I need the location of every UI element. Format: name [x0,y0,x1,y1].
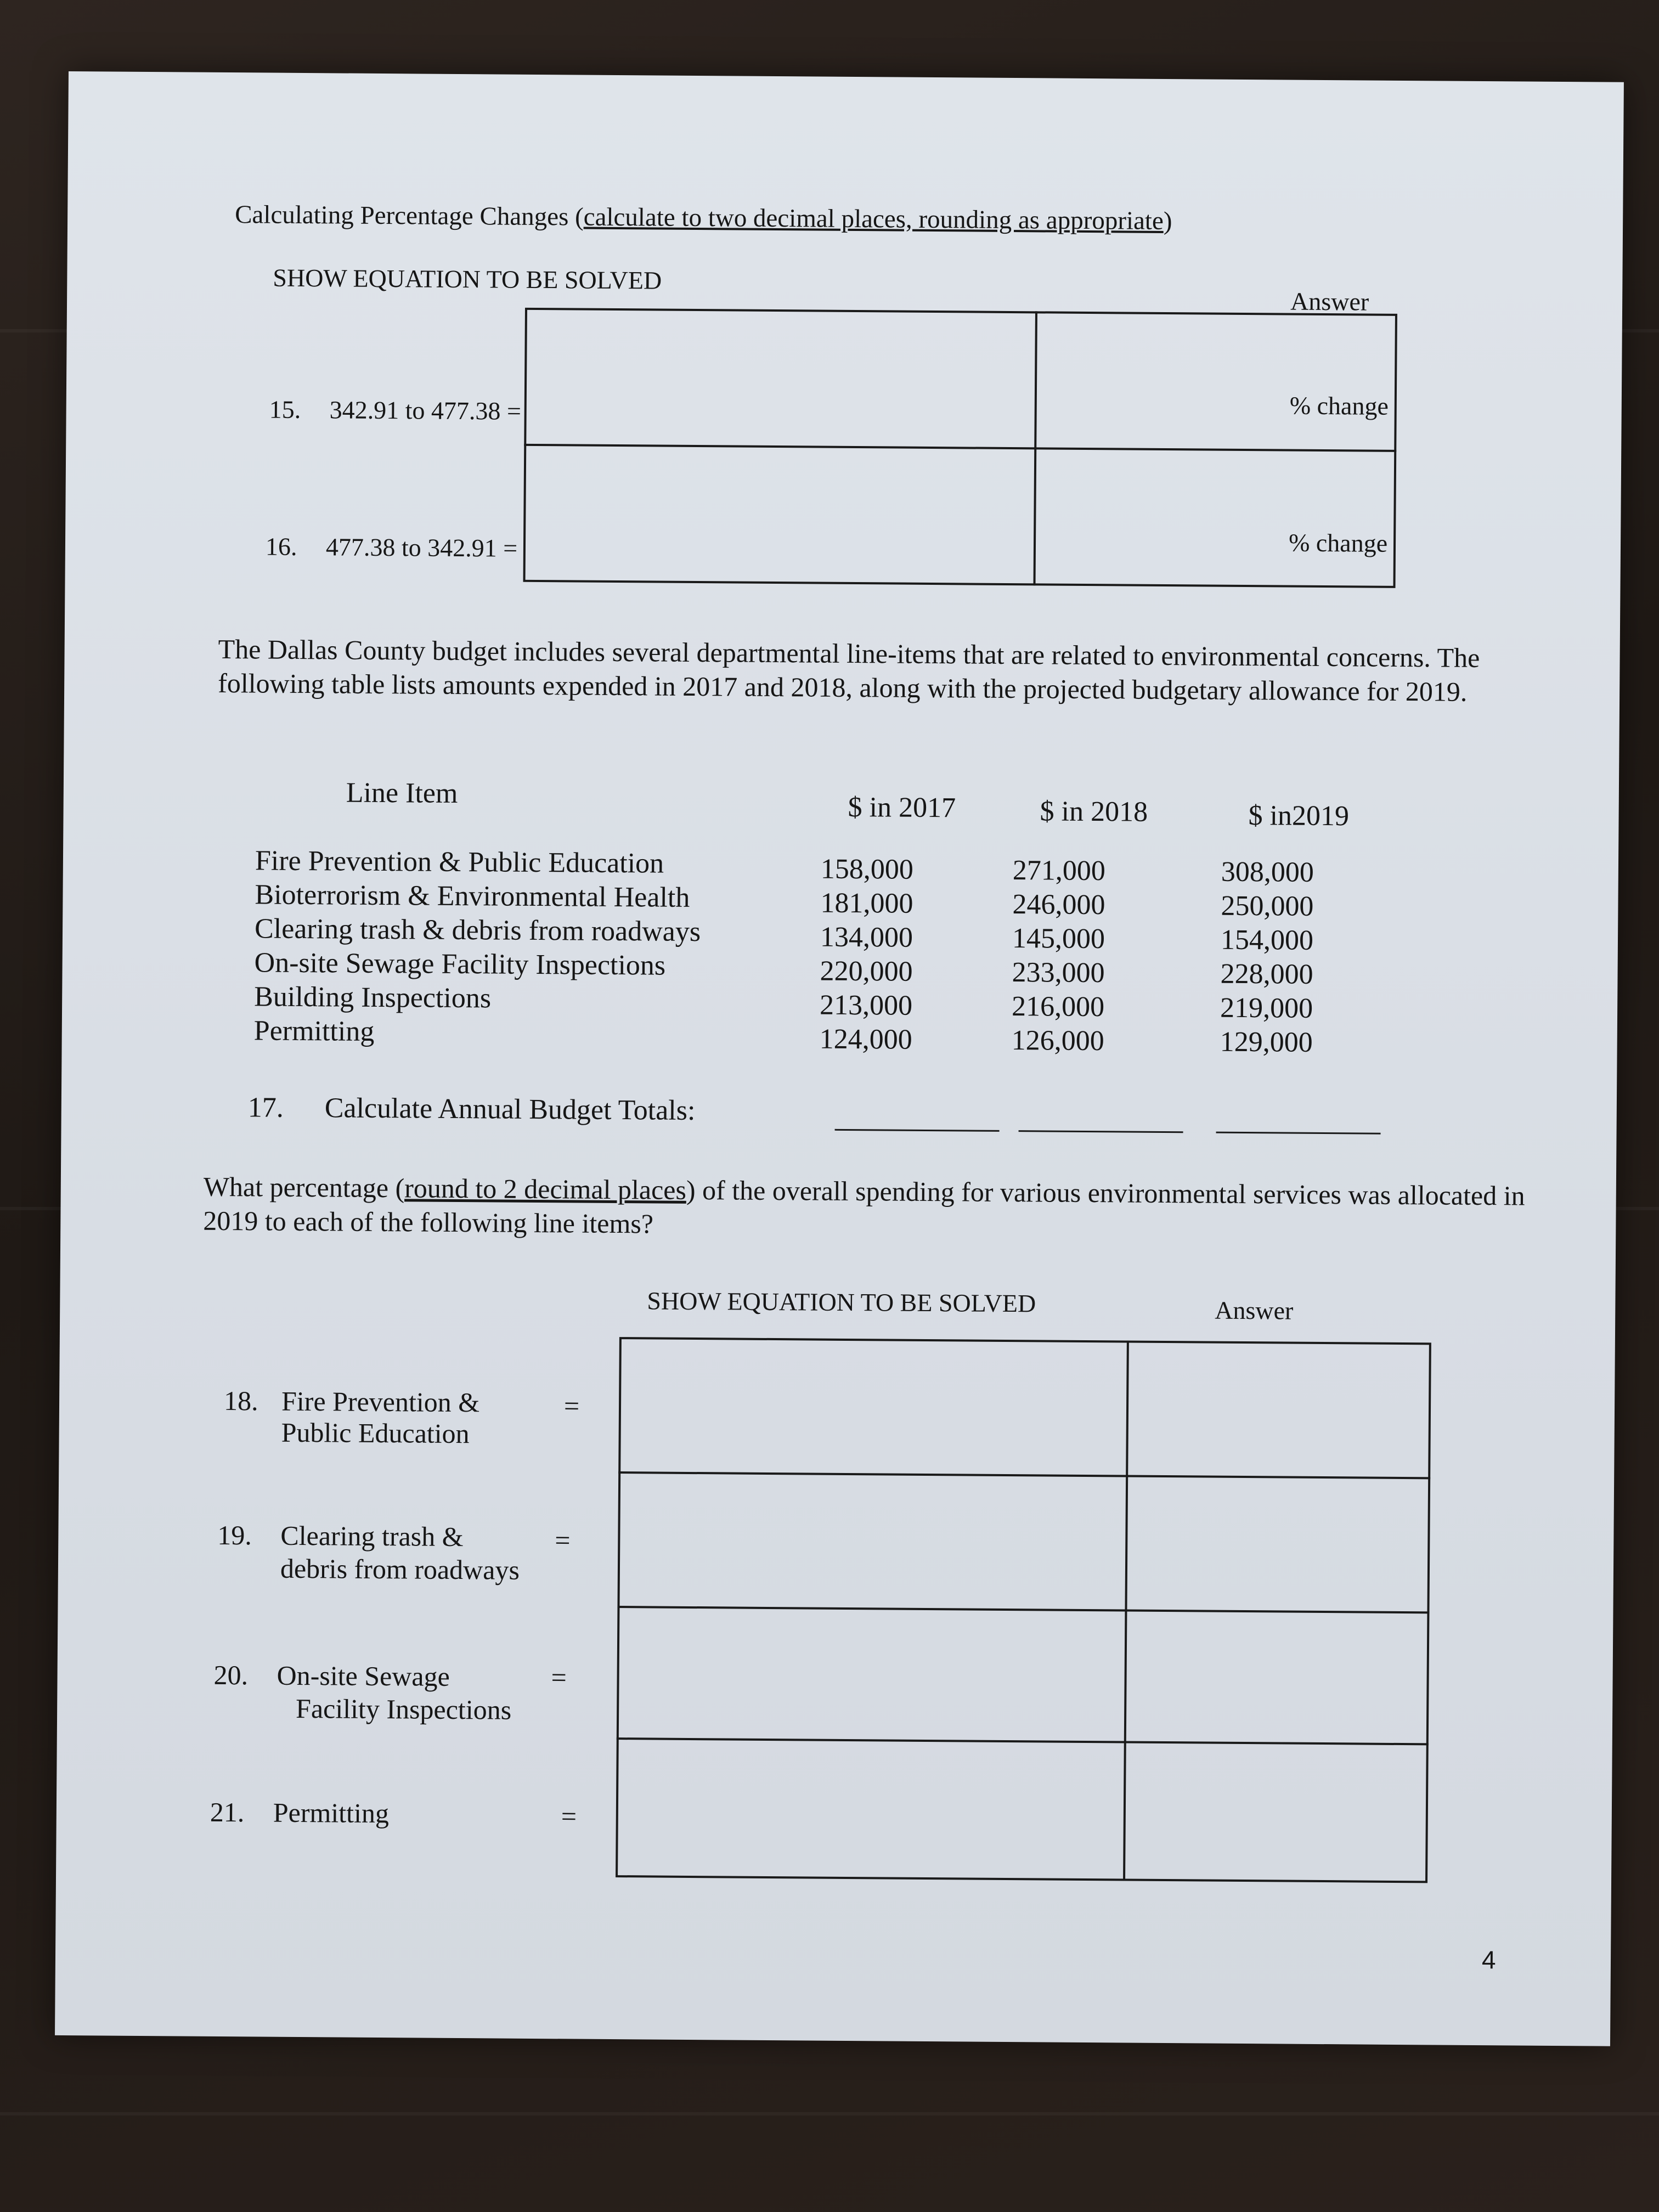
total-blank-2018[interactable] [1019,1130,1183,1133]
value-2018: 126,000 [1011,1025,1104,1057]
value-2017: 158,000 [820,853,914,885]
question-line1-20: On-site Sewage [276,1660,450,1692]
question-number-15: 15. [269,395,301,424]
question-line1-18: Fire Prevention & [281,1385,480,1418]
question-line2-18: Public Education [281,1417,470,1449]
page-number: 4 [1481,1945,1496,1974]
intro-prefix: What percentage ( [203,1171,405,1204]
question-number-19: 19. [217,1519,252,1551]
value-2019: 308,000 [1221,856,1314,888]
value-2017: 213,000 [819,989,913,1022]
percentage-question-intro [203,1170,1548,1247]
show-equation-label: SHOW EQUATION TO BE SOLVED [273,263,662,295]
intro-underlined: round to 2 decimal places [404,1172,687,1205]
line-item-name: Bioterrorism & Environmental Health [255,879,690,913]
total-blank-2017[interactable] [835,1129,1000,1132]
heading-suffix: ) [1163,206,1172,236]
equals-sign-21: = [561,1801,577,1832]
value-2019: 129,000 [1220,1026,1313,1058]
question-number-20: 20. [213,1659,249,1691]
line-item-name: On-site Sewage Facility Inspections [254,947,666,981]
answer-label-2: Answer [1215,1296,1294,1325]
value-2018: 216,000 [1011,991,1105,1023]
equals-sign-19: = [555,1525,571,1556]
wood-grain [0,2112,1659,2115]
worksheet-page [55,71,1624,2046]
value-2018: 233,000 [1012,957,1105,989]
heading-prefix: Calculating Percentage Changes ( [235,200,584,232]
question-number-18: 18. [223,1385,258,1417]
value-2019: 250,000 [1221,890,1314,922]
question-number-17: 17. [247,1092,284,1124]
budget-intro-paragraph: The Dallas County budget includes several departmental line-items that are related to environmental concerns. The following table lists amounts expended in 2017 and 2018, along with the projected budgetary allowance for 2019. [218,633,1480,707]
line-item-name: Building Inspections [254,981,492,1014]
question-line2-20: Facility Inspections [295,1692,512,1725]
intro-suffix: ) of the overall spending for various environmental services was allocated in 2019 to each of the following line items? [203,1174,1525,1239]
question-number-21: 21. [210,1796,245,1828]
question-text-16: 477.38 to 342.91 = [325,533,518,562]
heading-underlined: calculate to two decimal places, rounding as appropriate [583,202,1164,235]
header-2019: $ in2019 [1248,800,1350,832]
value-2019: 154,000 [1220,924,1314,956]
equals-sign-20: = [551,1662,567,1693]
line-item-name: Clearing trash & debris from roadways [254,913,701,948]
header-2018: $ in 2018 [1040,795,1148,828]
section-heading [235,201,1172,235]
value-2017: 124,000 [819,1023,912,1056]
total-blank-2019[interactable] [1216,1132,1381,1135]
value-2018: 271,000 [1012,855,1106,887]
value-2017: 220,000 [820,955,913,988]
value-2017: 181,000 [820,887,913,919]
question-text-17: Calculate Annual Budget Totals: [324,1092,696,1127]
question-text-15: 342.91 to 477.38 = [329,396,522,425]
percent-change-label-16: % change [1288,528,1388,557]
question-line1-21: Permitting [273,1797,390,1829]
question-number-16: 16. [265,532,297,561]
answer-label: Answer [1290,287,1369,316]
show-equation-label-2: SHOW EQUATION TO BE SOLVED [647,1286,1036,1318]
value-2019: 219,000 [1220,992,1313,1024]
line-item-name: Permitting [253,1015,375,1047]
header-2017: $ in 2017 [848,791,956,824]
question-line1-19: Clearing trash & [280,1520,464,1553]
equals-sign-18: = [563,1390,580,1421]
header-line-item: Line Item [346,777,458,809]
value-2019: 228,000 [1220,958,1313,990]
line-item-name: Fire Prevention & Public Education [255,845,664,879]
question-line2-19: debris from roadways [280,1553,520,1585]
value-2018: 145,000 [1012,923,1105,955]
percent-change-label-15: % change [1289,391,1389,420]
value-2017: 134,000 [820,921,913,953]
value-2018: 246,000 [1012,889,1105,921]
